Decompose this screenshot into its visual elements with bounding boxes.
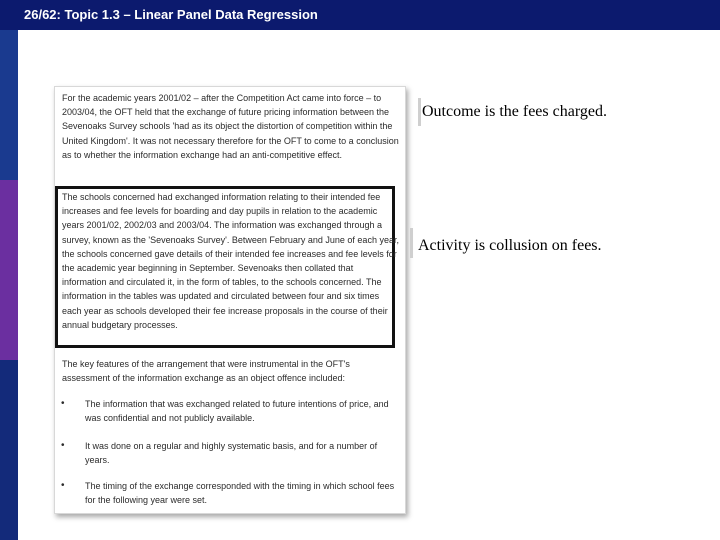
sidebar-block-blue <box>0 30 18 180</box>
paragraph-1: For the academic years 2001/02 – after the Competition Act came into force – to 2003/04, the OFT held that the exchange of future pricing information between the Sevenoaks Survey schools 'had as its object the distortion of competition within the United Kingdom'. It was not necessary therefore for the OFT to come to a conclusion as to whether the information exchange had an anti-competitive effect. <box>62 93 399 160</box>
slide-title: 26/62: Topic 1.3 – Linear Panel Data Regression <box>24 7 318 22</box>
header-bar <box>0 0 720 30</box>
bullet-icon: • <box>61 440 65 451</box>
annotation-marker <box>418 98 421 126</box>
paragraph-2: The schools concerned had exchanged information relating to their intended fee increases and fee levels for boarding and day pupils in relation to the academic years 2001/02, 2002/03 and 2003/04. The information was exchanged through a survey, known as the 'Sevenoaks Survey'. Between February and June of each year, the schools concerned gave details of their intended fee increases and fee levels for the academic year beginning in September. Sevenoaks then collated that information and circulated it, in the form of tables, to the schools concerned. The information in the tables was updated and circulated between four and six times each year as schools developed their fee increase proposals in the course of their annual budgetary processes. <box>62 192 399 330</box>
bullet-text: The information that was exchanged related to future intentions of price, and was confidential and not publicly available. <box>85 399 389 424</box>
sidebar-decoration <box>0 30 18 540</box>
list-item <box>61 397 395 425</box>
list-item <box>61 439 395 467</box>
annotation-marker <box>410 228 413 258</box>
bullet-text: The timing of the exchange corresponded with the timing in which school fees for the following year were set. <box>85 481 395 506</box>
sidebar-block-dark <box>0 360 18 540</box>
document-excerpt <box>54 86 406 514</box>
list-item <box>61 479 395 507</box>
sidebar-block-purple <box>0 180 18 360</box>
activity-note: Activity is collusion on fees. <box>418 237 602 254</box>
outcome-note: Outcome is the fees charged. <box>422 103 607 120</box>
paragraph-3: The key features of the arrangement that were instrumental in the OFT's assessment of the information exchange as an object offence included: <box>62 359 350 384</box>
bullet-icon: • <box>61 398 65 409</box>
bullet-icon: • <box>61 480 65 491</box>
bullet-text: It was done on a regular and highly systematic basis, and for a number of years. <box>85 441 378 466</box>
